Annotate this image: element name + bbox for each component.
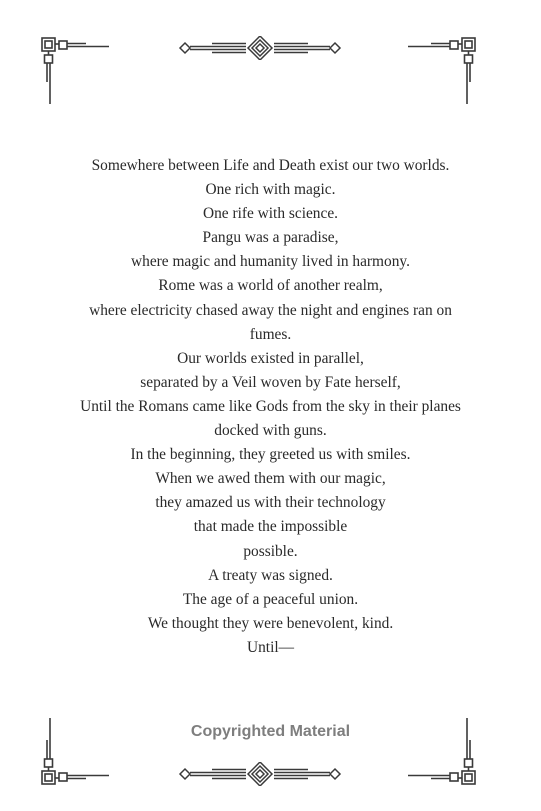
copyright-watermark: Copyrighted Material [190,723,351,740]
poem-line: docked with guns. [214,422,327,440]
poem-line: fumes. [249,325,292,343]
poem-line: Our worlds existed in parallel, [177,349,364,367]
poem-line: One rife with science. [202,205,339,223]
poem-line: The age of a peaceful union. [182,590,359,608]
poem-line: In the beginning, they greeted us with smiles. [130,446,411,464]
divider-ornament-top-icon [178,36,344,60]
poem-line: Until the Romans came like Gods from the sky in their planes [80,397,461,415]
corner-ornament-top-left-icon [36,34,140,110]
poem-line: Pangu was a paradise, [202,229,339,247]
poem-line: where magic and humanity lived in harmony. [131,253,410,271]
poem-line: A treaty was signed. [208,566,333,584]
poem-line: One rich with magic. [205,181,336,199]
divider-ornament-bottom-icon [178,762,344,786]
poem-line: possible. [243,542,298,560]
corner-ornament-top-right-icon [401,34,505,110]
poem-line: they amazed us with their technology [155,494,386,512]
poem-line: where electricity chased away the night and engines ran on [89,301,452,319]
poem-line: Rome was a world of another realm, [158,277,383,295]
poem-line: Until— [246,638,295,656]
poem-line: We thought they were benevolent, kind. [147,614,394,632]
poem-text [40,154,501,660]
poem-line: separated by a Veil woven by Fate herself, [140,373,401,391]
poem-line: that made the impossible [193,518,348,536]
poem-line: Somewhere between Life and Death exist our two worlds. [91,157,450,174]
poem-line: When we awed them with our magic, [155,470,386,488]
